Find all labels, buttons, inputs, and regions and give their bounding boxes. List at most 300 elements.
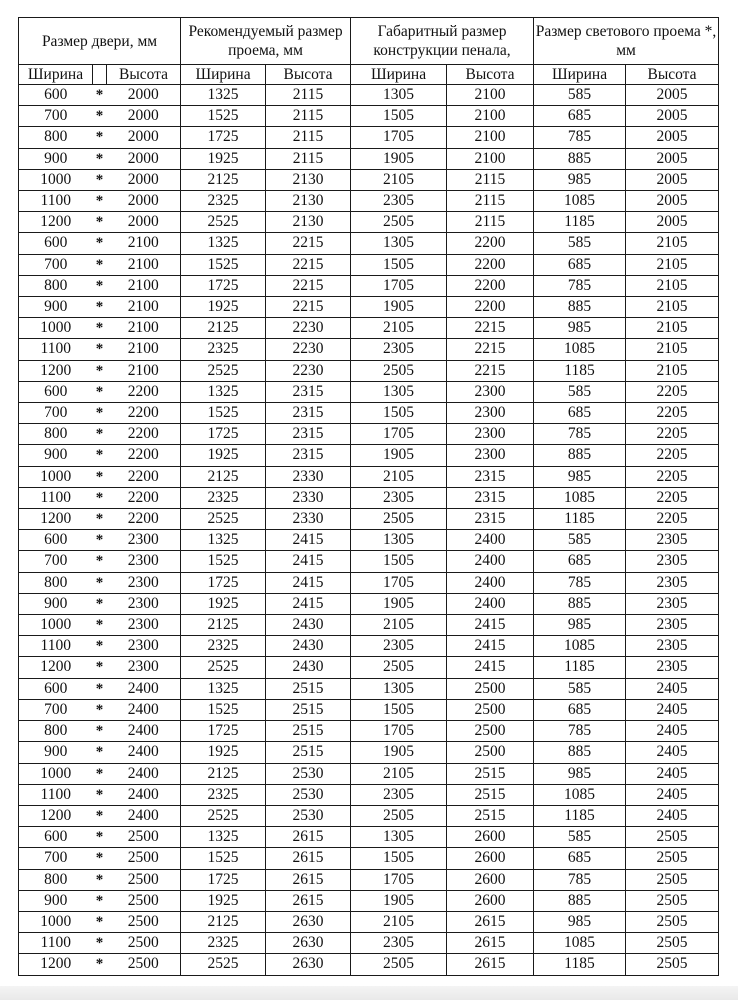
cell-light-width: 785 [534,572,626,593]
table-row [19,933,719,954]
cell-light-height: 2405 [626,763,719,784]
cell-door-height: 2100 [107,360,181,381]
cell-overall-height: 2100 [447,148,534,169]
subheader-door-width: Ширина [19,65,93,85]
cell-door-width: 1100 [19,933,93,954]
cell-door-width: 1000 [19,911,93,932]
table-row [19,721,719,742]
cell-overall-width: 1505 [351,106,447,127]
cell-light-height: 2205 [626,509,719,530]
cell-light-width: 1085 [534,636,626,657]
cell-overall-width: 1305 [351,233,447,254]
cell-light-width: 985 [534,466,626,487]
cell-door-height: 2000 [107,212,181,233]
cell-door-width: 1000 [19,169,93,190]
cell-rec-height: 2115 [266,148,351,169]
cell-door-height: 2500 [107,911,181,932]
cell-overall-width: 2505 [351,360,447,381]
cell-light-width: 1085 [534,933,626,954]
cell-door-height: 2000 [107,106,181,127]
cell-rec-height: 2615 [266,848,351,869]
cell-rec-height: 2130 [266,169,351,190]
cell-separator: * [93,615,107,636]
cell-light-width: 885 [534,445,626,466]
cell-light-height: 2305 [626,572,719,593]
cell-overall-height: 2400 [447,551,534,572]
table-row [19,615,719,636]
cell-overall-width: 2305 [351,933,447,954]
cell-separator: * [93,297,107,318]
table-row [19,869,719,890]
cell-light-height: 2105 [626,360,719,381]
cell-rec-height: 2430 [266,636,351,657]
cell-rec-width: 1525 [181,106,266,127]
cell-door-height: 2200 [107,466,181,487]
cell-door-height: 2500 [107,869,181,890]
cell-rec-width: 1325 [181,827,266,848]
cell-overall-width: 1705 [351,127,447,148]
cell-rec-height: 2330 [266,487,351,508]
cell-rec-width: 2325 [181,933,266,954]
cell-door-width: 900 [19,593,93,614]
cell-door-height: 2400 [107,678,181,699]
cell-door-height: 2300 [107,636,181,657]
cell-door-width: 1100 [19,784,93,805]
cell-overall-width: 1305 [351,678,447,699]
cell-door-height: 2000 [107,148,181,169]
cell-rec-width: 1525 [181,551,266,572]
cell-light-height: 2205 [626,466,719,487]
cell-light-height: 2405 [626,805,719,826]
table-row [19,551,719,572]
cell-overall-height: 2515 [447,763,534,784]
cell-light-width: 585 [534,678,626,699]
cell-overall-width: 1505 [351,403,447,424]
table-row [19,636,719,657]
cell-separator: * [93,784,107,805]
cell-light-height: 2305 [626,615,719,636]
cell-light-height: 2505 [626,954,719,975]
cell-door-height: 2200 [107,403,181,424]
cell-door-height: 2000 [107,127,181,148]
cell-light-width: 885 [534,148,626,169]
subheader-overall-width: Ширина [351,65,447,85]
cell-light-width: 1085 [534,191,626,212]
cell-door-width: 800 [19,869,93,890]
cell-overall-width: 2505 [351,657,447,678]
cell-light-width: 1085 [534,487,626,508]
cell-separator: * [93,848,107,869]
cell-rec-width: 1525 [181,254,266,275]
cell-light-width: 885 [534,742,626,763]
cell-overall-height: 2215 [447,318,534,339]
cell-door-height: 2300 [107,593,181,614]
cell-separator: * [93,487,107,508]
cell-door-height: 2200 [107,424,181,445]
cell-overall-width: 2105 [351,318,447,339]
cell-separator: * [93,572,107,593]
cell-door-height: 2100 [107,275,181,296]
cell-door-height: 2500 [107,827,181,848]
cell-door-width: 900 [19,148,93,169]
cell-separator: * [93,275,107,296]
cell-door-height: 2300 [107,530,181,551]
cell-rec-width: 1725 [181,869,266,890]
cell-light-height: 2105 [626,318,719,339]
cell-overall-width: 2105 [351,169,447,190]
cell-light-height: 2205 [626,381,719,402]
cell-overall-height: 2115 [447,191,534,212]
table-row [19,699,719,720]
table-row [19,848,719,869]
cell-overall-height: 2500 [447,721,534,742]
cell-light-height: 2005 [626,106,719,127]
table-header [19,18,719,85]
cell-rec-width: 2525 [181,509,266,530]
cell-separator: * [93,933,107,954]
cell-light-width: 685 [534,551,626,572]
cell-light-width: 1185 [534,509,626,530]
cell-door-height: 2400 [107,784,181,805]
cell-light-width: 585 [534,85,626,106]
cell-door-width: 1000 [19,763,93,784]
cell-light-height: 2405 [626,784,719,805]
cell-overall-height: 2600 [447,890,534,911]
cell-overall-width: 1905 [351,445,447,466]
cell-rec-height: 2215 [266,275,351,296]
cell-overall-width: 2505 [351,805,447,826]
cell-light-width: 1185 [534,805,626,826]
cell-light-width: 885 [534,297,626,318]
cell-light-height: 2005 [626,85,719,106]
cell-separator: * [93,678,107,699]
cell-light-width: 785 [534,275,626,296]
cell-rec-width: 2125 [181,318,266,339]
cell-door-width: 1100 [19,339,93,360]
cell-separator: * [93,742,107,763]
cell-door-width: 900 [19,445,93,466]
cell-door-height: 2400 [107,805,181,826]
cell-light-width: 585 [534,530,626,551]
cell-door-height: 2500 [107,954,181,975]
cell-light-height: 2105 [626,254,719,275]
cell-overall-height: 2500 [447,742,534,763]
table-row [19,212,719,233]
cell-overall-height: 2300 [447,424,534,445]
table-row [19,954,719,975]
cell-rec-width: 2125 [181,911,266,932]
cell-separator: * [93,148,107,169]
cell-overall-height: 2100 [447,127,534,148]
cell-light-width: 985 [534,763,626,784]
cell-door-height: 2200 [107,445,181,466]
cell-separator: * [93,763,107,784]
cell-light-width: 1085 [534,784,626,805]
cell-rec-width: 1725 [181,127,266,148]
cell-rec-height: 2130 [266,191,351,212]
cell-rec-height: 2315 [266,424,351,445]
cell-overall-height: 2515 [447,805,534,826]
cell-light-height: 2305 [626,530,719,551]
table-row [19,763,719,784]
cell-door-width: 900 [19,297,93,318]
cell-door-width: 900 [19,742,93,763]
table-row [19,360,719,381]
table-row [19,254,719,275]
cell-light-width: 685 [534,254,626,275]
cell-light-width: 685 [534,699,626,720]
table-row [19,572,719,593]
table-row [19,509,719,530]
cell-light-height: 2105 [626,233,719,254]
cell-rec-width: 1925 [181,148,266,169]
cell-overall-height: 2415 [447,636,534,657]
cell-door-width: 1200 [19,954,93,975]
cell-separator: * [93,445,107,466]
cell-door-height: 2100 [107,254,181,275]
cell-overall-width: 2305 [351,191,447,212]
cell-overall-height: 2200 [447,233,534,254]
cell-door-width: 800 [19,572,93,593]
cell-overall-height: 2615 [447,954,534,975]
cell-light-height: 2505 [626,933,719,954]
cell-overall-height: 2200 [447,254,534,275]
cell-door-width: 800 [19,424,93,445]
subheader-rec-width: Ширина [181,65,266,85]
cell-door-width: 600 [19,678,93,699]
cell-rec-width: 2325 [181,784,266,805]
cell-separator: * [93,403,107,424]
table-row [19,805,719,826]
subheader-door-height: Высота [107,65,181,85]
header-light-opening: Размер светового проема *, мм [534,18,719,65]
cell-door-width: 1000 [19,466,93,487]
cell-overall-width: 1505 [351,551,447,572]
cell-overall-height: 2400 [447,572,534,593]
table-row [19,784,719,805]
cell-rec-height: 2515 [266,678,351,699]
cell-rec-width: 2525 [181,212,266,233]
cell-overall-height: 2600 [447,848,534,869]
table-row [19,339,719,360]
cell-light-width: 785 [534,721,626,742]
cell-overall-height: 2100 [447,106,534,127]
cell-overall-width: 2305 [351,339,447,360]
cell-light-height: 2005 [626,148,719,169]
cell-overall-height: 2315 [447,509,534,530]
cell-rec-width: 2125 [181,466,266,487]
cell-overall-width: 1705 [351,424,447,445]
cell-door-width: 1000 [19,615,93,636]
cell-light-height: 2005 [626,212,719,233]
cell-rec-height: 2530 [266,805,351,826]
subheader-light-width: Ширина [534,65,626,85]
cell-overall-width: 1305 [351,85,447,106]
cell-light-width: 885 [534,593,626,614]
cell-separator: * [93,127,107,148]
cell-rec-width: 2325 [181,636,266,657]
cell-door-width: 700 [19,551,93,572]
cell-rec-width: 1725 [181,721,266,742]
cell-light-width: 585 [534,381,626,402]
cell-overall-width: 2305 [351,636,447,657]
cell-door-width: 800 [19,721,93,742]
cell-door-width: 700 [19,403,93,424]
cell-door-height: 2200 [107,509,181,530]
cell-light-width: 985 [534,318,626,339]
cell-door-width: 1200 [19,212,93,233]
cell-rec-width: 2525 [181,657,266,678]
cell-rec-width: 1525 [181,403,266,424]
cell-rec-height: 2130 [266,212,351,233]
cell-overall-height: 2300 [447,403,534,424]
cell-overall-width: 2505 [351,509,447,530]
cell-rec-width: 2525 [181,360,266,381]
cell-rec-height: 2315 [266,381,351,402]
cell-separator: * [93,699,107,720]
cell-separator: * [93,890,107,911]
cell-rec-height: 2230 [266,339,351,360]
cell-separator: * [93,85,107,106]
table-row [19,487,719,508]
cell-door-height: 2100 [107,339,181,360]
cell-door-height: 2500 [107,890,181,911]
cell-light-width: 1085 [534,339,626,360]
cell-door-width: 800 [19,127,93,148]
cell-separator: * [93,530,107,551]
cell-light-width: 985 [534,169,626,190]
cell-rec-width: 1725 [181,424,266,445]
table-row [19,593,719,614]
cell-rec-height: 2115 [266,106,351,127]
cell-rec-width: 1525 [181,848,266,869]
cell-light-height: 2405 [626,678,719,699]
subheader-overall-height: Высота [447,65,534,85]
table-row [19,827,719,848]
table-row [19,191,719,212]
cell-light-width: 685 [534,403,626,424]
cell-rec-height: 2115 [266,85,351,106]
cell-rec-height: 2330 [266,509,351,530]
cell-door-width: 700 [19,848,93,869]
page-bottom-edge [0,986,738,1000]
cell-separator: * [93,318,107,339]
cell-overall-height: 2415 [447,657,534,678]
cell-light-height: 2505 [626,827,719,848]
cell-rec-width: 2125 [181,763,266,784]
table-row [19,403,719,424]
cell-door-height: 2200 [107,487,181,508]
table-row [19,445,719,466]
cell-overall-width: 1505 [351,254,447,275]
cell-separator: * [93,233,107,254]
cell-overall-width: 1905 [351,148,447,169]
cell-door-width: 600 [19,530,93,551]
cell-door-height: 2400 [107,742,181,763]
cell-separator: * [93,911,107,932]
table-row [19,424,719,445]
cell-door-width: 900 [19,890,93,911]
cell-light-height: 2205 [626,445,719,466]
cell-rec-height: 2430 [266,615,351,636]
cell-light-width: 1185 [534,212,626,233]
cell-overall-width: 2505 [351,212,447,233]
subheader-separator [93,65,107,85]
cell-overall-width: 2505 [351,954,447,975]
cell-door-width: 800 [19,275,93,296]
cell-overall-width: 1705 [351,721,447,742]
cell-rec-height: 2215 [266,254,351,275]
cell-overall-width: 1305 [351,827,447,848]
table-row [19,106,719,127]
cell-separator: * [93,657,107,678]
cell-light-height: 2305 [626,636,719,657]
cell-light-height: 2305 [626,551,719,572]
cell-light-height: 2405 [626,742,719,763]
cell-light-height: 2205 [626,403,719,424]
cell-door-width: 1200 [19,509,93,530]
table-row [19,742,719,763]
cell-rec-width: 1925 [181,593,266,614]
cell-rec-height: 2215 [266,233,351,254]
cell-rec-height: 2415 [266,551,351,572]
header-recommended-opening: Рекомендуемый размер проема, мм [181,18,351,65]
cell-door-height: 2000 [107,169,181,190]
cell-overall-height: 2215 [447,360,534,381]
cell-light-height: 2105 [626,275,719,296]
cell-rec-width: 2325 [181,339,266,360]
table-row [19,657,719,678]
cell-separator: * [93,593,107,614]
table-row [19,169,719,190]
cell-rec-width: 1925 [181,297,266,318]
door-sizes-table [18,17,719,976]
cell-door-height: 2500 [107,933,181,954]
cell-door-height: 2000 [107,85,181,106]
cell-light-width: 985 [534,911,626,932]
header-door-size: Размер двери, мм [19,18,181,65]
cell-door-height: 2300 [107,572,181,593]
cell-separator: * [93,869,107,890]
cell-rec-width: 1325 [181,85,266,106]
cell-overall-height: 2315 [447,466,534,487]
table-row [19,275,719,296]
cell-light-height: 2505 [626,848,719,869]
table-row [19,530,719,551]
cell-door-width: 1200 [19,805,93,826]
table-row [19,466,719,487]
cell-separator: * [93,827,107,848]
cell-overall-height: 2600 [447,869,534,890]
cell-overall-height: 2200 [447,297,534,318]
cell-door-height: 2100 [107,297,181,318]
cell-rec-width: 2125 [181,615,266,636]
cell-light-height: 2105 [626,297,719,318]
cell-rec-height: 2615 [266,869,351,890]
cell-rec-width: 1325 [181,233,266,254]
cell-separator: * [93,381,107,402]
cell-overall-height: 2400 [447,593,534,614]
cell-rec-height: 2530 [266,763,351,784]
cell-overall-height: 2115 [447,212,534,233]
cell-rec-width: 1325 [181,678,266,699]
cell-light-width: 585 [534,233,626,254]
cell-overall-width: 2105 [351,615,447,636]
cell-door-height: 2400 [107,699,181,720]
cell-door-width: 600 [19,381,93,402]
cell-separator: * [93,360,107,381]
cell-rec-width: 2325 [181,191,266,212]
